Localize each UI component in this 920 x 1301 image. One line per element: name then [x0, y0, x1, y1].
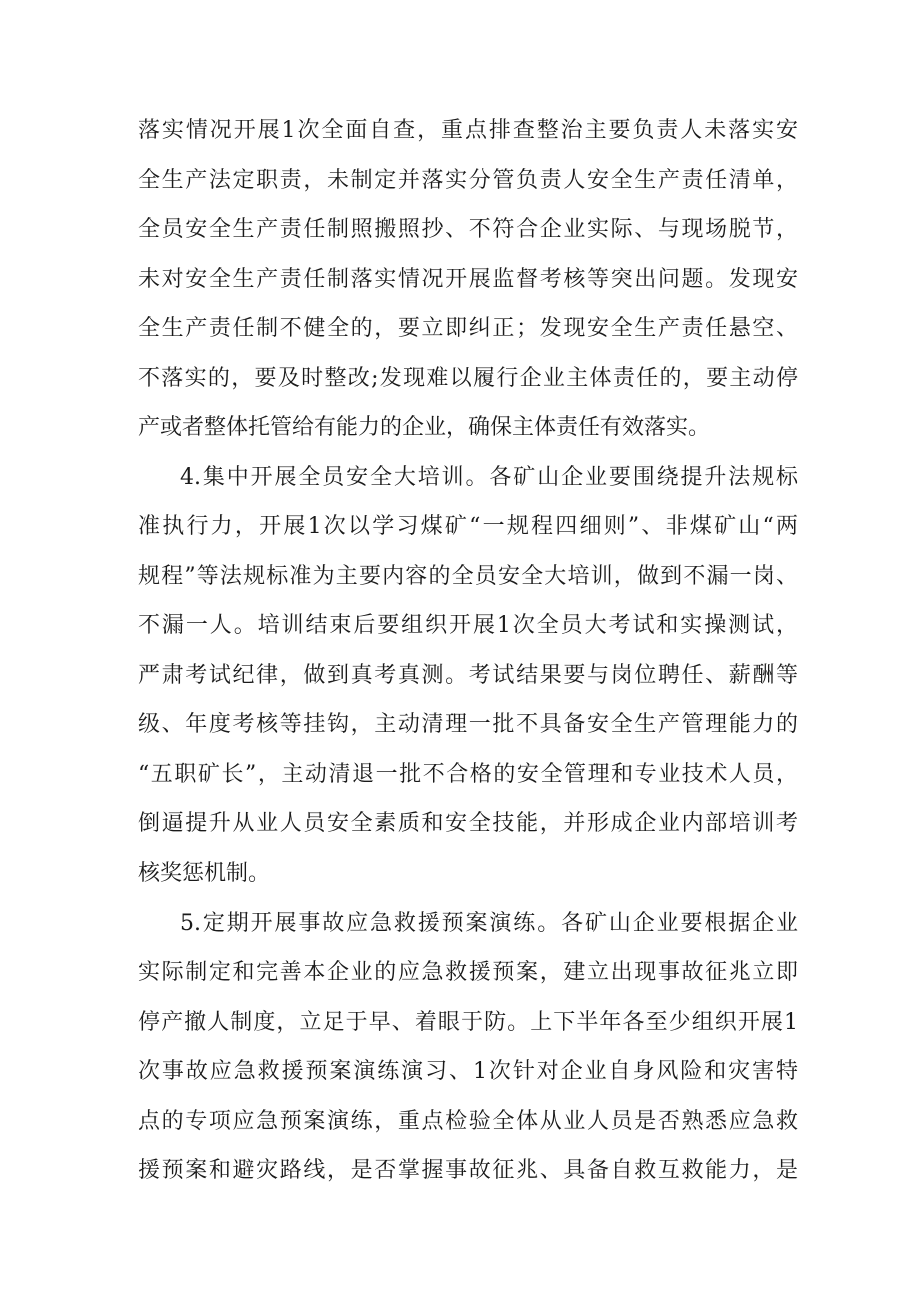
text-line: 倒逼提升从业人员安全素质和安全技能，并形成企业内部培训考	[138, 811, 798, 836]
text-line: 落实情况开展1次全面自查，重点排查整治主要负责人未落实安	[138, 118, 798, 143]
text-line: 次事故应急救援预案演练演习、1次针对企业自身风险和灾害特	[138, 1059, 798, 1084]
text-line: 全生产责任制不健全的，要立即纠正；发现安全生产责任悬空、	[138, 316, 798, 341]
text-line: 5.定期开展事故应急救援预案演练。各矿山企业要根据企业	[180, 911, 798, 936]
text-line: 不漏一人。培训结束后要组织开展1次全员大考试和实操测试，	[138, 613, 798, 638]
text-line: 严肃考试纪律，做到真考真测。考试结果要与岗位聘任、薪酬等	[138, 663, 798, 688]
text-line: 援预案和避灾路线，是否掌握事故征兆、具备自救互救能力，是	[138, 1158, 798, 1183]
text-line: 点的专项应急预案演练，重点检验全体从业人员是否熟悉应急救	[138, 1109, 798, 1134]
text-line: 级、年度考核等挂钩，主动清理一批不具备安全生产管理能力的	[138, 712, 798, 737]
text-line: 产或者整体托管给有能力的企业，确保主体责任有效落实。	[138, 415, 711, 440]
text-line: 停产撤人制度，立足于早、着眼于防。上下半年各至少组织开展1	[138, 1010, 798, 1035]
text-line: 准执行力，开展1次以学习煤矿“一规程四细则”、非煤矿山“两	[138, 514, 798, 539]
text-line: 规程”等法规标准为主要内容的全员安全大培训，做到不漏一岗、	[138, 564, 798, 589]
text-line: 未对安全生产责任制落实情况开展监督考核等突出问题。发现安	[138, 267, 798, 292]
text-line: 4.集中开展全员安全大培训。各矿山企业要围绕提升法规标	[180, 465, 798, 490]
text-line: 不落实的，要及时整改;发现难以履行企业主体责任的，要主动停	[138, 366, 798, 391]
text-line: “五职矿长”，主动清退一批不合格的安全管理和专业技术人员，	[138, 762, 798, 787]
text-line: 全生产法定职责，未制定并落实分管负责人安全生产责任清单，	[138, 168, 798, 193]
text-line: 实际制定和完善本企业的应急救援预案，建立出现事故征兆立即	[138, 960, 798, 985]
text-line: 全员安全生产责任制照搬照抄、不符合企业实际、与现场脱节，	[138, 217, 798, 242]
text-line: 核奖惩机制。	[138, 861, 271, 886]
